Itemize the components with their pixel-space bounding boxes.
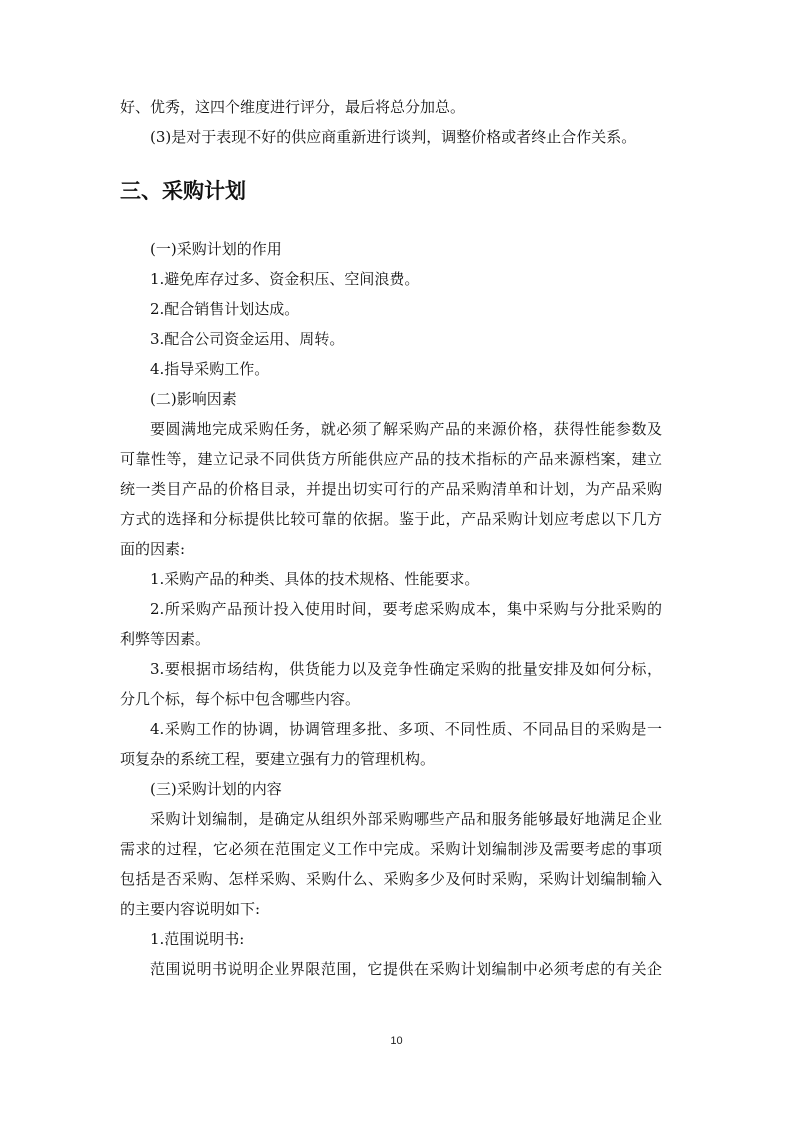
- list-item: [120, 594, 662, 654]
- text-line: 范围说明书说明企业界限范围，它提供在采购计划编制中必须考虑的有关企: [150, 960, 662, 978]
- paragraph-item-3: [120, 122, 662, 152]
- body-paragraph: [120, 414, 662, 564]
- list-item: [120, 354, 662, 384]
- section-heading: 三、采购计划: [120, 179, 246, 203]
- text-line: 分几个标，每个标中包含哪些内容。: [120, 690, 361, 708]
- text-line: 需求的过程，它必须在范围定义工作中完成。采购计划编制涉及需要考虑的事项: [120, 840, 662, 858]
- continued-paragraph: [120, 92, 662, 122]
- text-line: 项复杂的系统工程，要建立强有力的管理机构。: [120, 750, 436, 768]
- list-item: [120, 714, 662, 774]
- text-line: 2.配合销售计划达成。: [150, 300, 300, 318]
- text-line: 的主要内容说明如下:: [120, 900, 261, 918]
- list-item: [120, 654, 662, 714]
- text-line: 面的因素:: [120, 540, 186, 558]
- list-item: [120, 564, 662, 594]
- body-paragraph: [120, 954, 662, 984]
- text-line: 要圆满地完成采购任务，就必须了解采购产品的来源价格，获得性能参数及: [150, 420, 662, 438]
- subsection-title-content: [120, 774, 662, 804]
- list-item: [120, 294, 662, 324]
- text-line: 包括是否采购、怎样采购、采购什么、采购多少及何时采购，采购计划编制输入: [120, 870, 662, 888]
- text-line: 利弊等因素。: [120, 630, 211, 648]
- text-line: 3.要根据市场结构，供货能力以及竞争性确定采购的批量安排及如何分标，: [150, 660, 662, 678]
- text-line: (二)影响因素: [150, 390, 237, 408]
- text-line: 1.避免库存过多、资金积压、空间浪费。: [150, 270, 420, 288]
- list-item: [120, 264, 662, 294]
- subsection-title-factors: [120, 384, 662, 414]
- text-line: (一)采购计划的作用: [150, 240, 282, 258]
- text-line: 1.范围说明书:: [150, 930, 245, 948]
- text-line: 可靠性等，建立记录不同供货方所能供应产品的技术指标的产品来源档案，建立: [120, 450, 662, 468]
- text-line: 统一类目产品的价格目录，并提出切实可行的产品采购清单和计划，为产品采购: [120, 480, 662, 498]
- body-paragraph: [120, 804, 662, 924]
- text-line: 好、优秀，这四个维度进行评分，最后将总分加总。: [120, 98, 466, 116]
- text-line: 1.采购产品的种类、具体的技术规格、性能要求。: [150, 570, 480, 588]
- list-item: [120, 324, 662, 354]
- text-line: 4.指导采购工作。: [150, 360, 270, 378]
- page-content: [120, 92, 662, 984]
- text-line: 3.配合公司资金运用、周转。: [150, 330, 345, 348]
- text-line: 方式的选择和分标提供比较可靠的依据。鉴于此，产品采购计划应考虑以下几方: [120, 510, 662, 528]
- page-number: 10: [390, 1035, 403, 1047]
- text-line: 4.采购工作的协调，协调管理多批、多项、不同性质、不同品目的采购是一: [150, 720, 662, 738]
- text-line: (三)采购计划的内容: [150, 780, 282, 798]
- subsection-title-purpose: [120, 234, 662, 264]
- text-line: 采购计划编制，是确定从组织外部采购哪些产品和服务能够最好地满足企业: [150, 810, 662, 828]
- text-line: (3)是对于表现不好的供应商重新进行谈判，调整价格或者终止合作关系。: [150, 128, 637, 146]
- list-item: [120, 924, 662, 954]
- text-line: 2.所采购产品预计投入使用时间，要考虑采购成本，集中采购与分批采购的: [150, 600, 662, 618]
